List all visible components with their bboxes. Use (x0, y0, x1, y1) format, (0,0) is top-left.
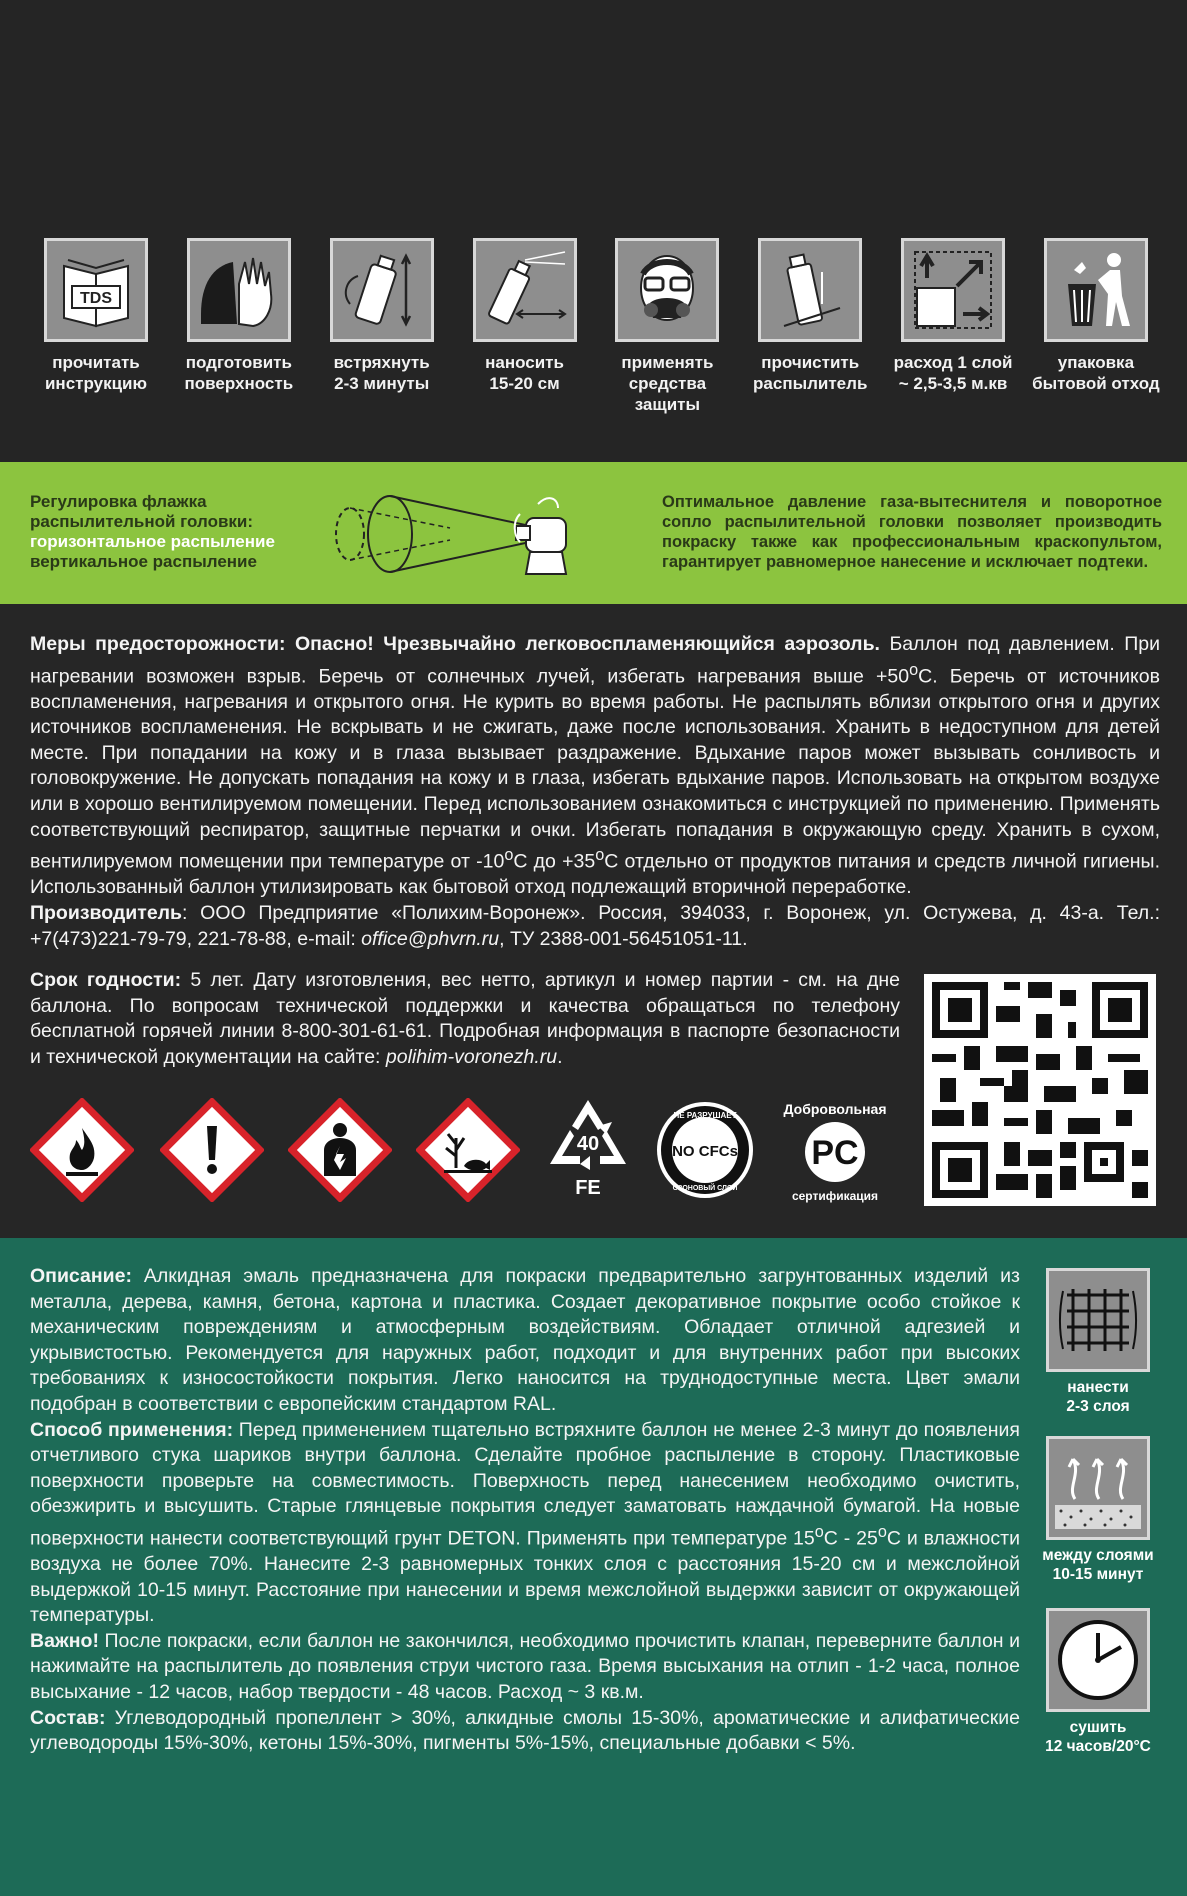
precautions-body: С отдельно от продуктов питания и средств личной гигиены. Использованный баллон утилизировать как бытовой отход подлежащий вторичной переработке. (30, 850, 1160, 899)
voluntary-certification-icon (775, 1094, 895, 1206)
description-body: Алкидная эмаль предназначена для покраски предварительно загрунтованных изделий из металла, дерева, камня, бетона, картона и пластика. Создает декоративное покрытие особо стойкое к механическим повреждениям и атмосферным воздействиям. Обладает отличной адгезией и укрывистостью. Рекомендуется для наружных работ, подходит и для внутренних работ при высоких требованиях к износостойкости покрытия. Легко наносится на труднодоступные места. Цвет эмали подобран в соответствии с европейским стандартом RAL. (30, 1265, 1020, 1415)
method-body: С и влажности воздуха не более 70%. Нанесите 2-3 равномерных тонких слоя с расстояния 15-20 см и межслойной выдержкой 10-15 минут. Расстояние при нанесении и время межслойной выдержки зависит от окружающей температуры. (30, 1527, 1020, 1627)
nozzle-flag-text (30, 492, 360, 572)
description-text (30, 1264, 1020, 1757)
step-shake (312, 238, 452, 415)
manufacturer-label: Производитель (30, 901, 183, 924)
degree-mark: o (504, 846, 514, 865)
degree-mark: o (909, 660, 919, 679)
step-coverage (883, 238, 1023, 415)
svg-text:NO CFCs: NO CFCs (672, 1143, 738, 1160)
health-hazard-icon (288, 1098, 392, 1202)
precautions-body: С до +35 (513, 850, 596, 873)
method-body: Перед применением тщательно встряхните баллон не менее 2-3 минут до появления отчетливого стука шариков внутри баллона. Сделайте пробное распыление в сторону. Пластиковые поверхности проверьте на совместимость. Поверхность перед нанесением необходимо очистить, обезжирить и высушить. Старые глянцевые покрытия следует заматовать наждачной бумагой. На новые поверхности нанести соответствующий грунт DETON. Применять при температуре 15 (30, 1418, 1020, 1550)
svg-text:НЕ РАЗРУШАЕТ: НЕ РАЗРУШАЕТ (673, 1111, 737, 1120)
svg-text:Добровольная: Добровольная (783, 1101, 887, 1117)
coverage-area-icon (901, 238, 1005, 342)
shelf-life-label: Срок годности: (30, 969, 182, 991)
description-section (0, 1238, 1187, 1896)
tds-book-icon (44, 238, 148, 342)
hazard-pictograms (30, 1094, 900, 1204)
step-disposal (1026, 238, 1166, 415)
spray-distance-icon (473, 238, 577, 342)
svg-text:TDS: TDS (80, 290, 112, 307)
shelf-life-text (30, 968, 900, 1070)
precautions-section (0, 604, 1187, 1238)
step-label: встряхнуть 2-3 минуты (333, 353, 430, 393)
step-spray-distance (455, 238, 595, 415)
nozzle-info-section (0, 462, 1187, 604)
method-label: Способ применения: (30, 1418, 234, 1441)
precautions-body: С. Беречь от источников воспламенения, нагревания и открытого огня. Не курить во время работы. Не распылять вблизи открытого огня и других источников воспламенения. Не вскрывать и не сжигать, даже после использования. Хранить в недоступном для детей месте. При попадании на кожу и в глаза вызывает раздражение. Вдыхание паров может вызывать сонливость и головокружение. Не допускать попадания на кожу и в глаза, избегать вдыхание паров. Использовать на открытом воздухе или в хорошо вентилируемом помещении. Перед использованием ознакомиться с инструкцией по применению. Применять соответствующий респиратор, защитные перчатки и очки. Избегать попадания в окружающую среду. Хранить в сухом, вентилируемом помещении при температуре от -10 (30, 665, 1160, 873)
degree-mark: o (877, 1522, 887, 1541)
step-label: расход 1 слой ~ 2,5-3,5 м.кв (893, 353, 1013, 393)
side-icon-label: между слоями 10-15 минут (1042, 1547, 1154, 1583)
step-label: применять средства защиты (621, 353, 714, 414)
side-icon-layers (1046, 1268, 1150, 1416)
important-body: После покраски, если баллон не закончился, необходимо прочистить клапан, переверните баллон и нажимайте на распылитель до появления струи чистого газа. Время высыхания на отлип - 1-2 часа, полное высыхание - 12 часов, набор твердости - 48 часов. Расход ~ 3 кв.м. (30, 1629, 1020, 1703)
degree-mark: o (814, 1522, 824, 1541)
nozzle-flag-line: Регулировка флажка (30, 492, 207, 511)
composition-label: Состав: (30, 1706, 106, 1729)
step-label: наносить 15-20 см (485, 353, 564, 393)
method-body: С - 25 (823, 1527, 878, 1550)
step-label: прочитать инструкцию (44, 353, 148, 393)
website-link[interactable]: polihim-voronezh.ru (385, 1045, 558, 1068)
step-clean-nozzle (740, 238, 880, 415)
step-label: прочистить распылитель (753, 353, 868, 393)
nozzle-flag-line: распылительной головки: (30, 512, 254, 531)
flammable-hazard-icon (30, 1098, 134, 1202)
svg-text:сертификация: сертификация (791, 1189, 879, 1203)
gas-pressure-text: Оптимальное давление газа-вытеснителя и поворотное сопло распылительной головки позволяет производить покраску также как профессиональным краскопультом, гарантирует равномерное нанесение и исключает подтеки. (662, 493, 1162, 571)
hand-prepare-surface-icon (187, 238, 291, 342)
layers-grid-icon (1046, 1268, 1150, 1372)
precautions-heading: Меры предосторожности: Опасно! Чрезвычайно легковоспламеняющийся аэрозоль. (30, 633, 880, 655)
step-protective-gear (597, 238, 737, 415)
svg-text:ОЗОНОВЫЙ СЛОЙ: ОЗОНОВЫЙ СЛОЙ (672, 1185, 738, 1192)
qr-code[interactable] (924, 974, 1156, 1206)
vertical-spray-line: вертикальное распыление (30, 552, 257, 571)
shake-can-icon (330, 238, 434, 342)
environment-hazard-icon (416, 1098, 520, 1202)
horizontal-spray-line: горизонтальное распыление (30, 532, 275, 551)
side-icon-label: сушить 12 часов/20°С (1045, 1719, 1151, 1755)
precautions-text (30, 632, 1160, 952)
description-label: Описание: (30, 1265, 132, 1287)
trash-bin-icon (1044, 238, 1148, 342)
clock-icon (1046, 1608, 1150, 1712)
degree-mark: o (595, 846, 605, 865)
svg-text:PC: PC (811, 1134, 859, 1172)
clean-nozzle-icon (758, 238, 862, 342)
recycle-fe-icon (540, 1094, 636, 1206)
side-icon-interlayer (1042, 1436, 1154, 1584)
protective-gear-icon (615, 238, 719, 342)
step-prepare-surface (169, 238, 309, 415)
precautions-body: Баллон под давлением. При нагревании возможен взрыв. Беречь от солнечных лучей, избегать нагревания выше +50 (30, 633, 1160, 688)
svg-text:40: 40 (576, 1133, 600, 1155)
step-read-instructions (26, 238, 166, 415)
drying-between-coats-icon (1046, 1436, 1150, 1540)
important-label: Важно! (30, 1629, 99, 1652)
exclamation-hazard-icon (160, 1098, 264, 1202)
usage-steps-section (0, 0, 1187, 462)
side-icon-label: нанести 2-3 слоя (1066, 1379, 1130, 1415)
usage-steps-row (26, 238, 1166, 415)
composition-body: Углеводородный пропеллент > 30%, алкидные смолы 15-30%, ароматические и алифатические углеводороды 15%-30%, кетоны 15%-30%, пигменты 5%-15%, специальные добавки < 5%. (30, 1706, 1020, 1755)
shelf-life-tail: . (557, 1045, 563, 1068)
step-label: подготовить поверхность (184, 353, 294, 393)
spray-nozzle-icon (330, 484, 600, 584)
shelf-life-body: 5 лет. Дату изготовления, вес нетто, артикул и номер партии - см. на дне баллона. По вопросам технической поддержки и качества обращаться по телефону бесплатной горячей линии 8-800-301-61-61. Подробная информация в паспорте безопасности и технической документации на сайте: (30, 969, 900, 1068)
email-link[interactable]: office@phvrn.ru (361, 927, 500, 950)
step-label: упаковка бытовой отход (1032, 353, 1160, 393)
side-icon-dry (1046, 1608, 1150, 1756)
manufacturer-tu: , ТУ 2388-001-56451051-11. (499, 927, 748, 950)
svg-text:FE: FE (575, 1177, 601, 1199)
no-cfc-badge-icon (650, 1098, 760, 1202)
manufacturer-info: : ООО Предприятие «Полихим-Воронеж». Россия, 394033, г. Воронеж, ул. Остужева, д. 43-а. Тел.: +7(473)221-79-79, 221-78-88, e-mail: (30, 901, 1160, 950)
